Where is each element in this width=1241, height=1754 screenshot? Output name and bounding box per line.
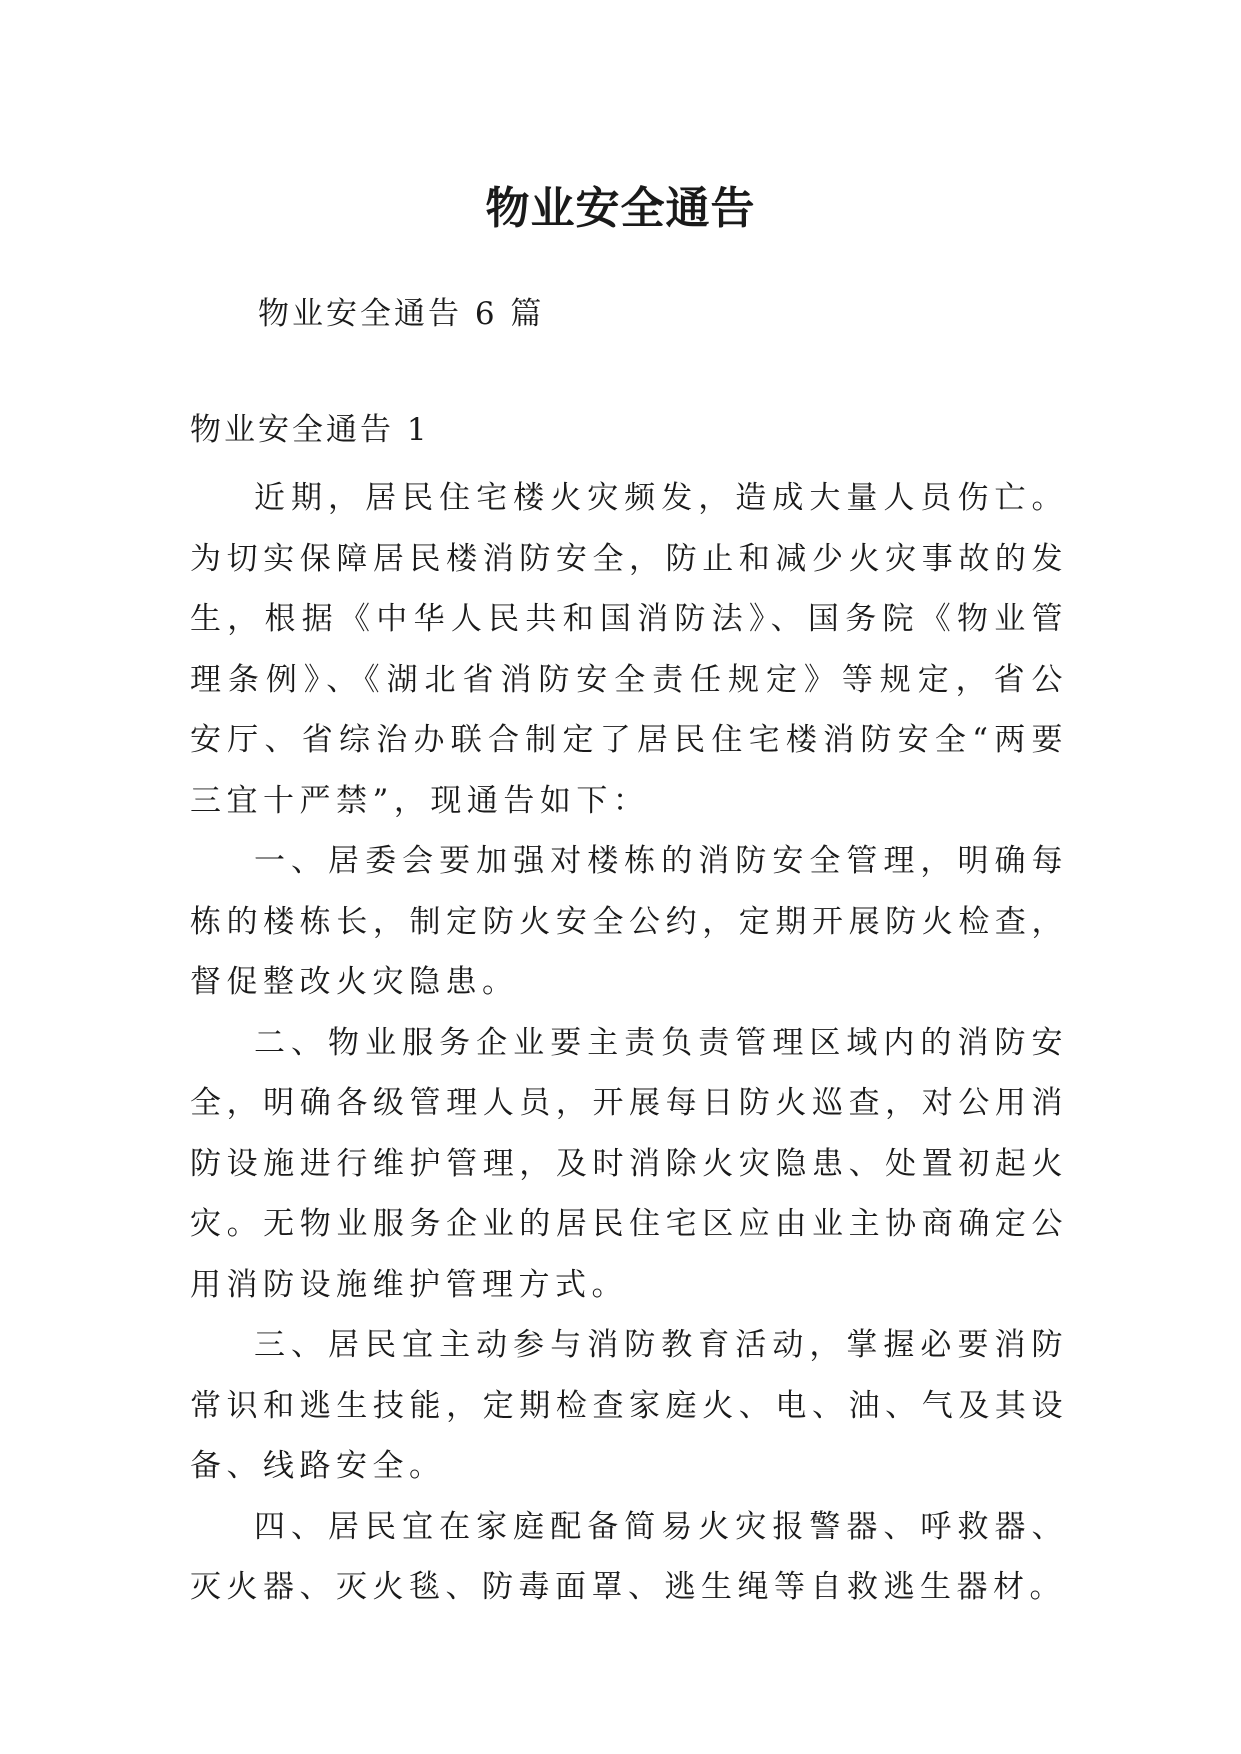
document-body: [190, 408, 1068, 1618]
document-subtitle: 物业安全通告 6 篇: [258, 296, 545, 332]
paragraph-item-2: 二、物业服务企业要主责负责管理区域内的消防安全，明确各级管理人员，开展每日防火巡查，对公用消防设施进行维护管理，及时消除火灾隐患、处置初起火灾。无物业服务企业的居民住宅区应由业主协商确定公用消防设施维护管理方式。: [190, 1024, 1068, 1303]
document-title: 物业安全通告: [485, 183, 756, 235]
paragraph-item-4: 四、居民宜在家庭配备简易火灾报警器、呼救器、灭火器、灭火毯、防毒面罩、逃生绳等自救逃生器材。: [190, 1508, 1068, 1605]
paragraph-intro: 近期，居民住宅楼火灾频发，造成大量人员伤亡。为切实保障居民楼消防安全，防止和减少火灾事故的发生，根据《中华人民共和国消防法》、国务院《物业管理条例》、《湖北省消防安全责任规定》等规定，省公安厅、省综治办联合制定了居民住宅楼消防安全“两要三宜十严禁”，现通告如下：: [190, 480, 1068, 819]
paragraph-item-3: 三、居民宜主动参与消防教育活动，掌握必要消防常识和逃生技能，定期检查家庭火、电、油、气及其设备、线路安全。: [190, 1327, 1068, 1484]
section-heading: 物业安全通告 1: [190, 412, 430, 448]
paragraph-item-1: 一、居委会要加强对楼栋的消防安全管理，明确每栋的楼栋长，制定防火安全公约，定期开展防火检查，督促整改火灾隐患。: [190, 843, 1068, 1000]
